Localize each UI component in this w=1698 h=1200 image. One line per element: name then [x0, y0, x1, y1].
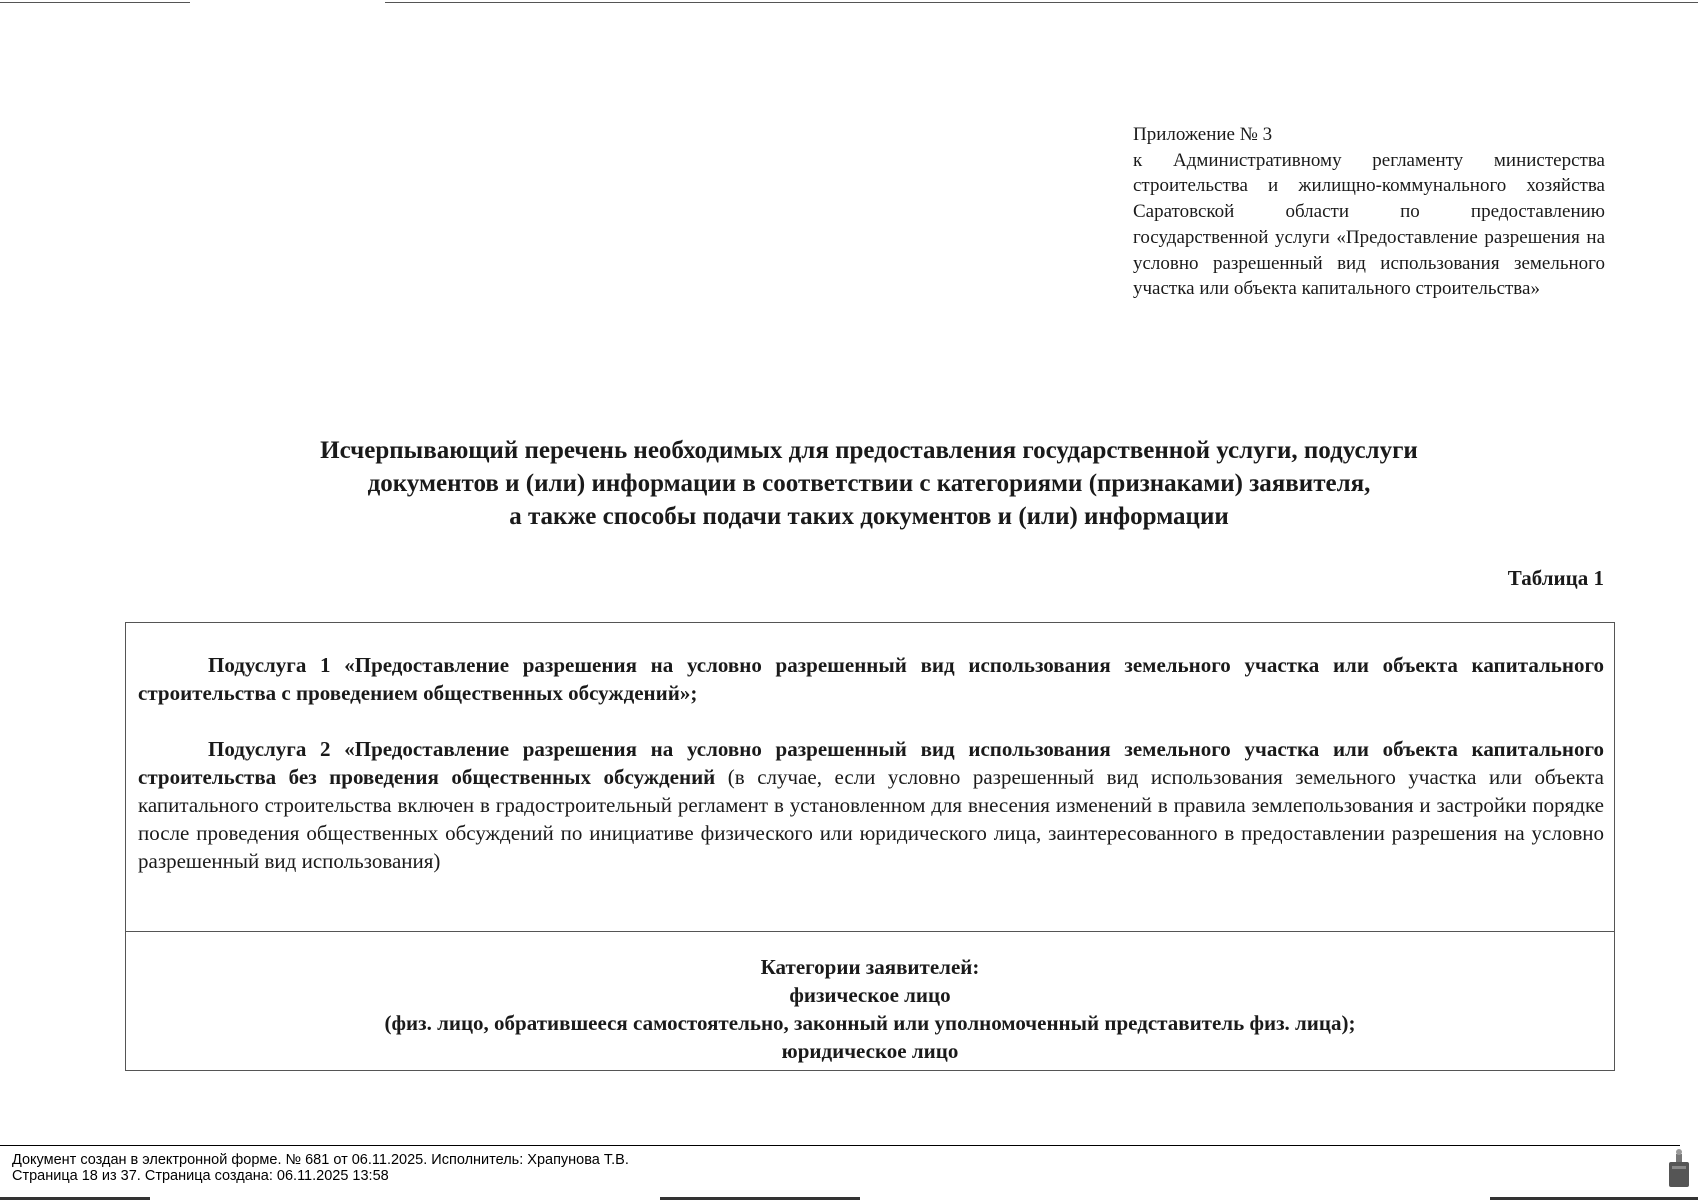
- footer-divider: [0, 1145, 1680, 1146]
- footer-info: [12, 1152, 629, 1184]
- footer-line-2: Страница 18 из 37. Страница создана: 06.11.2025 13:58: [12, 1168, 389, 1184]
- applicant-categories: [126, 953, 1614, 1065]
- category-individual-note: (физ. лицо, обратившееся самостоятельно, законный или уполномоченный представитель физ. лица);: [384, 1011, 1356, 1035]
- scan-top-border: [385, 2, 1698, 3]
- archive-stamp-icon: [1668, 1148, 1690, 1188]
- scan-top-border: [0, 2, 190, 3]
- heading-line: а также способы подачи таких документов и (или) информации: [509, 503, 1229, 530]
- category-legal: юридическое лицо: [781, 1039, 959, 1063]
- annex-block: [1133, 122, 1605, 302]
- heading-line: Исчерпывающий перечень необходимых для предоставления государственной услуги, подуслуги: [320, 437, 1418, 464]
- document-heading: [200, 434, 1538, 533]
- annex-title: Приложение № 3: [1133, 124, 1273, 145]
- table-label: Таблица 1: [1507, 566, 1604, 590]
- categories-title: Категории заявителей:: [760, 955, 980, 979]
- subservice-2-note: (в случае, если условно разрешенный вид использования земельного участка или объекта капитального строительства включен в градостроительный регламент в установленном для внесения изменений в правила землепользования и застройки порядке после проведения общественных обсуждений по инициативе физического или юридического лица, заинтересованного в предоставлении разрешения на условно разрешенный вид использования): [138, 765, 1604, 873]
- footer-line-1: Документ создан в электронной форме. № 681 от 06.11.2025. Исполнитель: Храпунова Т.В.: [12, 1152, 629, 1168]
- category-individual: физическое лицо: [789, 983, 951, 1007]
- subservice-2: [138, 735, 1604, 875]
- subservice-2-title: Подуслуга 2 «Предоставление разрешения на условно разрешенный вид использования земельного участка или объекта капитального строительства без проведения общественных обсуждений: [138, 737, 1604, 789]
- annex-body: к Административному регламенту министерства строительства и жилищно-коммунального хозяйства Саратовской области по предоставлению государственной услуги «Предоставление разрешения на условно разрешенный вид использования земельного участка или объекта капитального строительства»: [1133, 149, 1605, 300]
- heading-line: документов и (или) информации в соответствии с категориями (признаками) заявителя,: [367, 470, 1371, 497]
- table-1: [125, 622, 1615, 1071]
- subservice-1: Подуслуга 1 «Предоставление разрешения на условно разрешенный вид использования земельного участка или объекта капитального строительства с проведением общественных обсуждений»;: [138, 653, 1604, 705]
- table-row-subservices: [126, 623, 1614, 932]
